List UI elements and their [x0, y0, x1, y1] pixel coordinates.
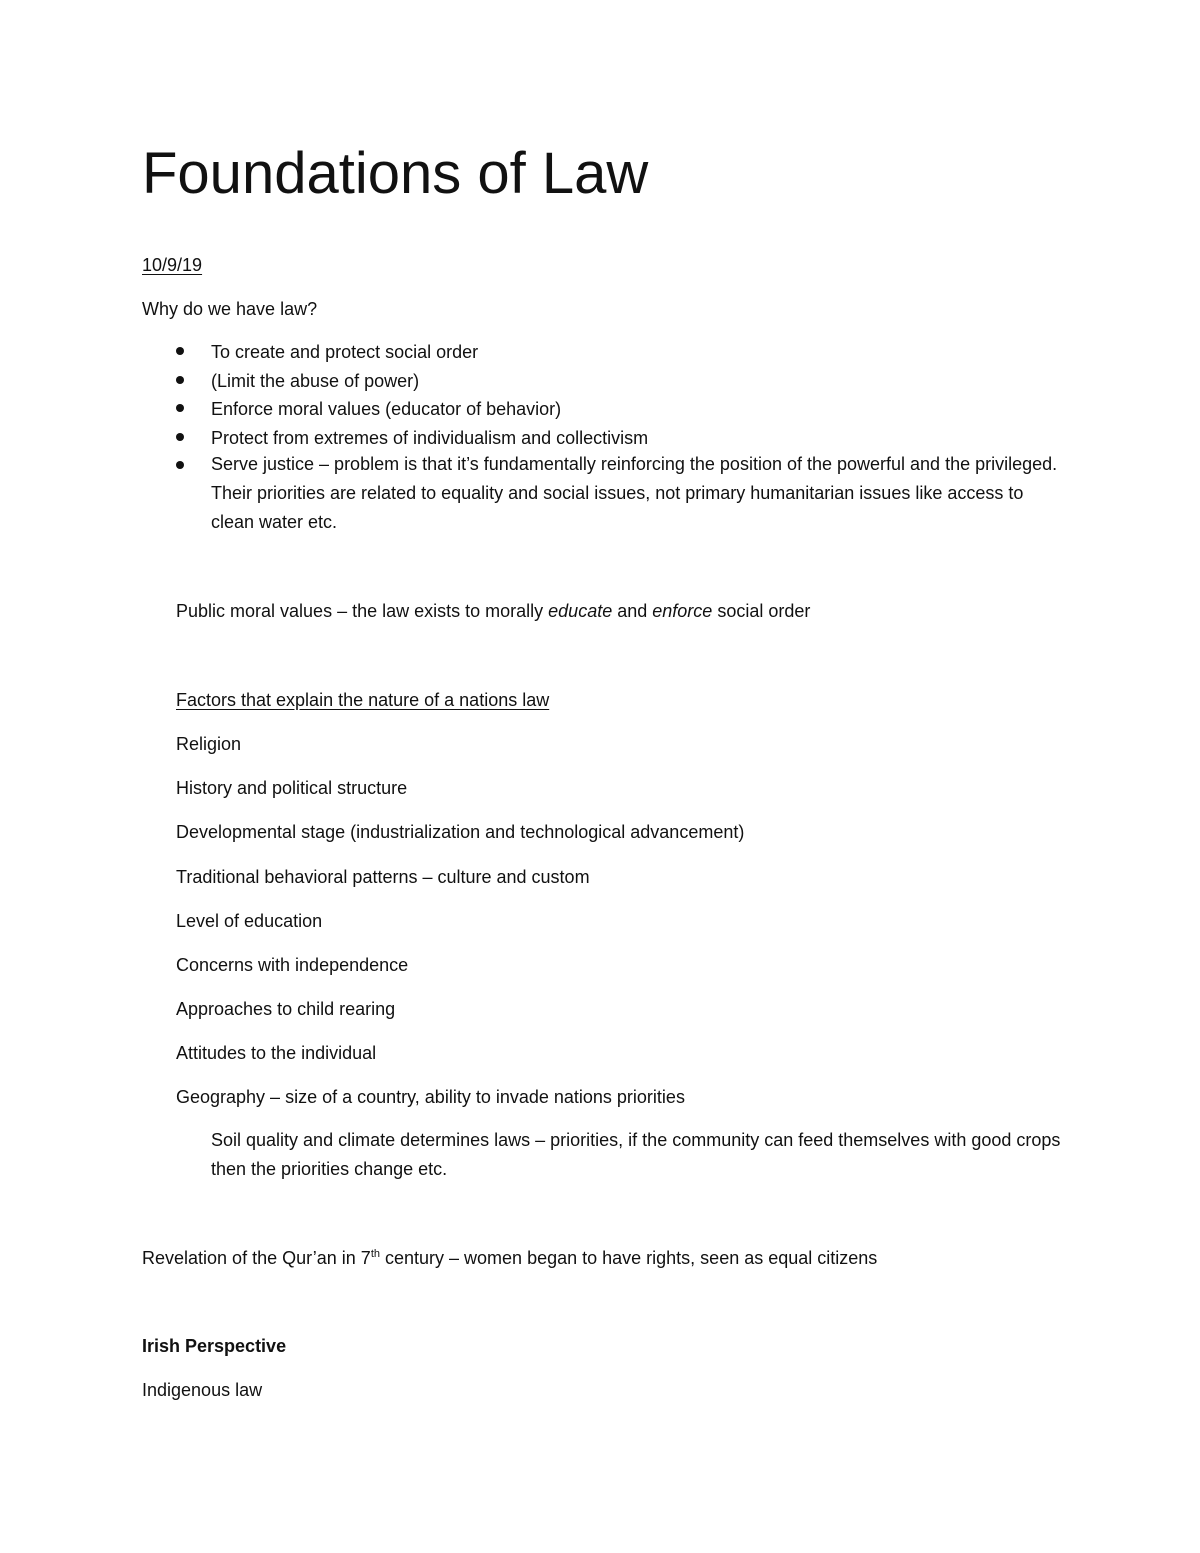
bullet-icon	[176, 404, 184, 412]
bullet-icon	[176, 347, 184, 355]
factor-item: Geography – size of a country, ability to invade nations priorities	[176, 1087, 685, 1107]
question-line: Why do we have law?	[142, 299, 318, 319]
list-item: Serve justice – problem is that it’s fundamentally reinforcing the position of the powerful and the privileged. Their priorities are related to equality and social issues, not primary humanitarian issues like access to clean water etc.	[211, 454, 1058, 532]
revelation-line	[142, 1247, 877, 1269]
page-title: Foundations of Law	[142, 141, 649, 206]
date-line: 10/9/19	[142, 255, 203, 275]
public-moral-text: and	[612, 601, 653, 621]
bullet-icon	[176, 376, 184, 384]
factor-item: Attitudes to the individual	[176, 1043, 377, 1063]
factor-item: Religion	[176, 734, 242, 754]
public-moral-text: Public moral values – the law exists to morally	[176, 601, 549, 621]
factor-item: History and political structure	[176, 778, 408, 798]
indigenous-law-line: Indigenous law	[142, 1380, 263, 1400]
ordinal-suffix: th	[370, 1248, 380, 1260]
educate-emphasis: educate	[548, 601, 613, 621]
list-item: To create and protect social order	[211, 342, 479, 362]
bullet-icon	[176, 461, 184, 469]
factor-item: Developmental stage (industrialization and technological advancement)	[176, 822, 745, 842]
factor-item: Level of education	[176, 911, 323, 931]
factor-item: Approaches to child rearing	[176, 999, 396, 1019]
factors-heading: Factors that explain the nature of a nations law	[176, 690, 550, 710]
factor-item: Concerns with independence	[176, 955, 409, 975]
list-item: Enforce moral values (educator of behavior)	[211, 399, 562, 419]
bullet-icon	[176, 433, 184, 441]
public-moral-text: social order	[712, 601, 811, 621]
public-moral-line	[176, 600, 810, 622]
irish-perspective-heading: Irish Perspective	[142, 1336, 287, 1356]
factor-item: Traditional behavioral patterns – culture and custom	[176, 867, 590, 887]
revelation-text: Revelation of the Qur’an in 7	[142, 1248, 371, 1268]
list-item: (Limit the abuse of power)	[211, 371, 420, 391]
list-item: Protect from extremes of individualism and collectivism	[211, 428, 649, 448]
enforce-emphasis: enforce	[652, 601, 713, 621]
soil-note: Soil quality and climate determines laws – priorities, if the community can feed themselves with good crops then the priorities change etc.	[211, 1130, 1061, 1179]
revelation-text: century – women began to have rights, seen as equal citizens	[380, 1248, 878, 1268]
